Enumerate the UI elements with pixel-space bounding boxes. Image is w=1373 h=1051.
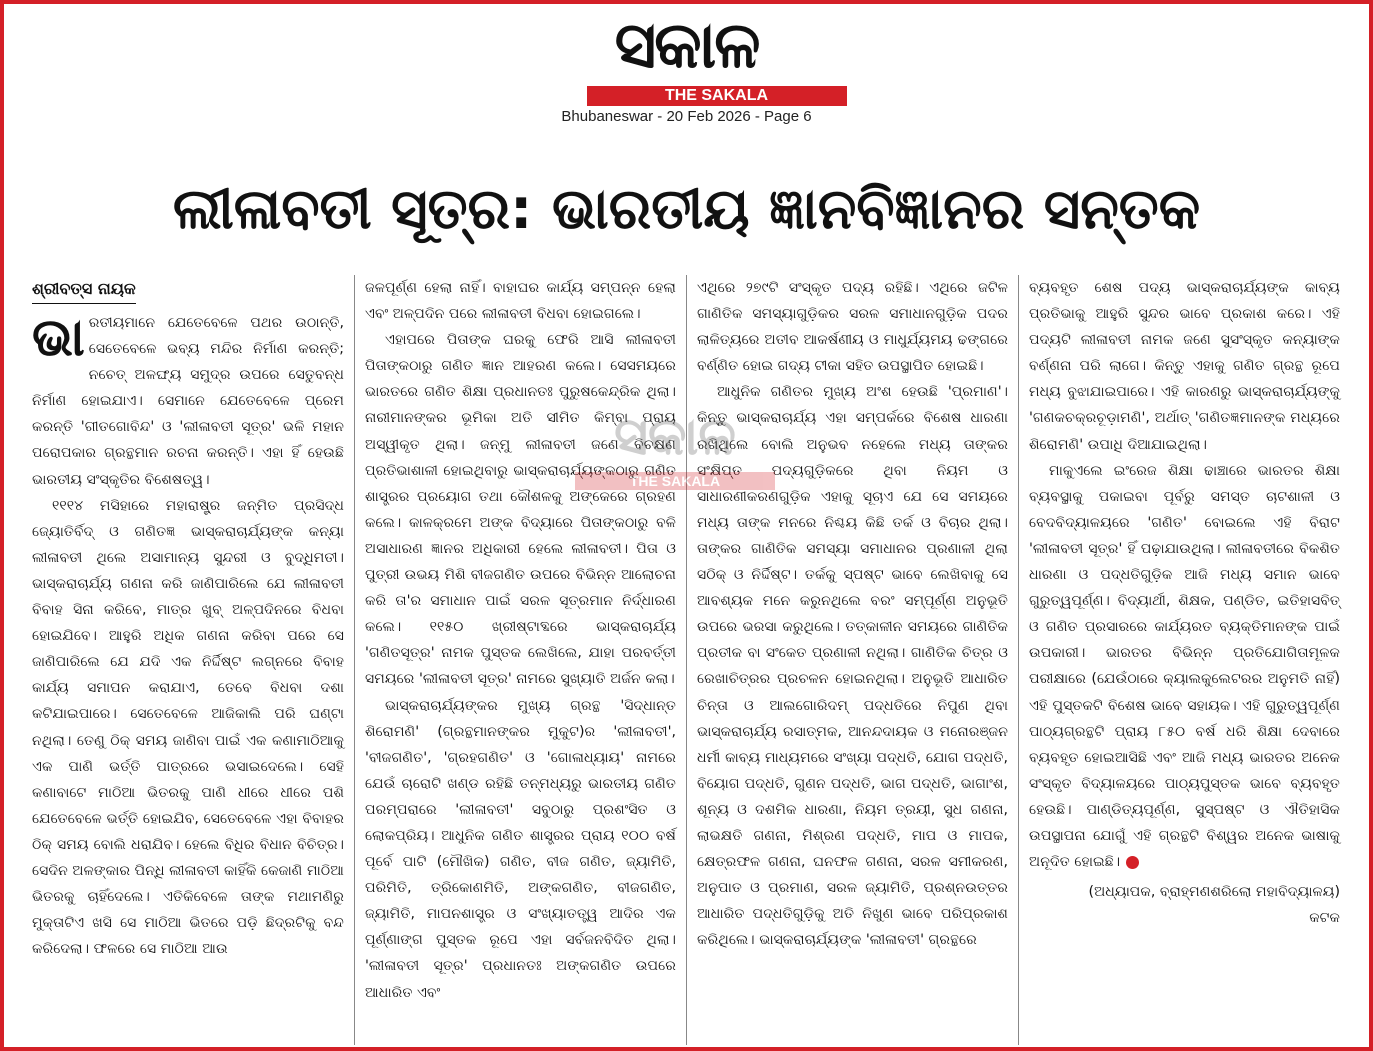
- byline: ଶ୍ରୀବତ୍ସ ନାୟକ: [32, 275, 136, 304]
- dropcap: ଭା: [32, 308, 85, 368]
- logo-band: THE SAKALA: [587, 86, 847, 106]
- paragraph: ଆଧୁନିକ ଗଣିତର ମୁଖ୍ୟ ଅଂଶ ହେଉଛି 'ପ୍ରମାଣ'। କିନ୍ତୁ ଭାସ୍କରାଚାର୍ଯ୍ୟ ଏହା ସମ୍ପର୍କରେ ବିଶେଷ ଧାରଣା ରଖିଥିଲେ ବୋଲି ଅନୁଭବ ନହେଲେ ମଧ୍ୟ ତାଙ୍କର ସଂକ୍ଷିପ୍ତ ପଦ୍ୟଗୁଡ଼ିକରେ ଥିବା ନିୟମ ଓ ସାଧାରଣୀକରଣଗୁଡ଼ିକ ଏହାକୁ ସୂଚାଏ ଯେ ସେ ସମୟରେ ମଧ୍ୟ ତାଙ୍କ ମନରେ ନିଶ୍ଚୟ କିଛି ତର୍କ ଓ ବିଚାର ଥିଲା। ତାଙ୍କର ଗାଣିତିକ ସମସ୍ୟା ସମାଧାନର ପ୍ରଣାଳୀ ଥିଲା ସଠିକ୍ ଓ ନିର୍ଦ୍ଦିଷ୍ଟ। ତର୍କକୁ ସ୍ପଷ୍ଟ ଭାବେ ଲେଖିବାକୁ ସେ ଆବଶ୍ୟକ ମନେ କରୁନଥିଲେ ବରଂ ସମ୍ପୂର୍ଣ୍ଣ ଅନୁଭୂତି ଉପରେ ଭରସା କରୁଥିଲେ। ତତ୍କାଳୀନ ସମୟରେ ଗାଣିତିକ ପ୍ରତୀକ ବା ସଂକେତ ପ୍ରଣାଳୀ ନଥିଲା। ଗାଣିତିକ ଚିତ୍ର ଓ ରେଖାଚିତ୍ରର ପ୍ରଚଳନ ହୋଇନଥିଲା। ଅନୁଭୂତି ଆଧାରିତ ଚିନ୍ତା ଓ ଆଲଗୋରିଦମ୍ ପଦ୍ଧତିରେ ନିପୁଣ ଥିବା ଭାସ୍କରାଚାର୍ଯ୍ୟ ରସାତ୍ମକ, ଆନନ୍ଦଦାୟକ ଓ ମନୋରଞ୍ଜନ ଧର୍ମୀ କାବ୍ୟ ମାଧ୍ୟମରେ ସଂଖ୍ୟା ପଦ୍ଧତି, ଯୋଗ ପଦ୍ଧତି, ବିୟୋଗ ପଦ୍ଧତି, ଗୁଣନ ପଦ୍ଧତି, ଭାଗ ପଦ୍ଧତି, ଭାଗାଂଶ, ଶୂନ୍ୟ ଓ ଦଶମିକ ଧାରଣା, ନିୟମ ତ୍ରୟୀ, ସୁଧ ଗଣନା, ଲାଭକ୍ଷତି ଗଣନା, ମିଶ୍ରଣ ପଦ୍ଧତି, ମାପ ଓ ମାପକ, କ୍ଷେତ୍ରଫଳ ଗଣନା, ଘନଫଳ ଗଣନା, ସରଳ ସମୀକରଣ, ଅନୁପାତ ଓ ପ୍ରମାଣ, ସରଳ ଜ୍ୟାମିତି, ପ୍ରଶ୍ନଉତ୍ତର ଆଧାରିତ ପଦ୍ଧତିଗୁଡ଼ିକୁ ଅତି ନିଖୁଣ ଭାବେ ପରିପ୍ରକାଶ କରିଥିଲେ। ଭାସ୍କରାଚାର୍ଯ୍ୟଙ୍କ 'ଲୀଳାବତୀ' ଗ୍ରନ୍ଥରେ: [697, 384, 1008, 949]
- paragraph: ଜଳପୂର୍ଣ୍ଣ ହେଲା ନାହିଁ। ବାହାଘର କାର୍ଯ୍ୟ ସମ୍ପନ୍ନ ହେଲା ଏବଂ ଅଳ୍ପଦିନ ପରେ ଲୀଳାବତୀ ବିଧବା ହୋଇଗଲେ।: [365, 280, 676, 323]
- column-4: [1018, 275, 1350, 1045]
- masthead: [0, 4, 1373, 125]
- paragraph: ଏହାପରେ ପିତାଙ୍କ ଘରକୁ ଫେରି ଆସି ଲୀଳାବତୀ ପିତାଙ୍କଠାରୁ ଗଣିତ ଜ୍ଞାନ ଆହରଣ କଲେ। ସେସମୟରେ ଭାରତରେ ଗଣିତ ଶିକ୍ଷା ପ୍ରଧାନତଃ ପୁରୁଷକେନ୍ଦ୍ରିକ ଥିଲା। ନାରୀମାନଙ୍କର ଭୂମିକା ଅତି ସୀମିତ କିମ୍ବା ପ୍ରାୟ ଅସ୍ୱୀକୃତ ଥିଲା। ଜନ୍ମୁ ଲୀଳାବତୀ ଜଣେ ବିଚକ୍ଷଣ ପ୍ରତିଭାଶାଳୀ ହୋଇଥିବାରୁ ଭାସ୍କରାଚାର୍ଯ୍ୟଙ୍କଠାରୁ ଗଣିତ ଶାସ୍ତ୍ରର ପ୍ରୟୋଗ ତଥା କୌଶଳକୁ ଅଙ୍କେରେ ଗ୍ରହଣ କଲେ। କାଳକ୍ରମେ ଅଙ୍କ ବିଦ୍ୟାରେ ପିତାଙ୍କଠାରୁ ବଳି ଅସାଧାରଣ ଜ୍ଞାନର ଅଧିକାରୀ ହେଲେ ଲୀଳାବତୀ। ପିତା ଓ ପୁତ୍ରୀ ଉଭୟ ମିଶି ବୀଜଗଣିତ ଉପରେ ବିଭିନ୍ନ ଆଲୋଚନା କରି ତା'ର ସମାଧାନ ପାଇଁ ସରଳ ସୂତ୍ରମାନ ନିର୍ଦ୍ଧାରଣ କଲେ। ୧୧୫୦ ଖ୍ରୀଷ୍ଟାବ୍ଦରେ ଭାସ୍କରାଚାର୍ଯ୍ୟ 'ଗଣିତସୂତ୍ର' ନାମକ ପୁସ୍ତକ ଲେଖିଲେ, ଯାହା ପରବର୍ତ୍ତୀ ସମୟରେ 'ଲୀଳାବତୀ ସୂତ୍ର' ନାମରେ ସୁଖ୍ୟାତି ଅର୍ଜନ କଲା।: [365, 332, 676, 688]
- watermark-text: ସକାଳ: [614, 407, 736, 467]
- author-location: କଟକ: [1309, 910, 1340, 927]
- paragraph-text: ମାକୁଏଲେ ଇଂରେଜ ଶିକ୍ଷା ଢାଞ୍ଚାରେ ଭାରତର ଶିକ୍ଷା ବ୍ୟବସ୍ଥାକୁ ପକାଇବା ପୂର୍ବରୁ ସମସ୍ତ ଚାଟଶାଳୀ ଓ ବେଦବିଦ୍ୟାଳୟରେ 'ଗଣିତ' ବୋଇଲେ ଏହି ବିରାଟ 'ଲୀଳାବତୀ ସୂତ୍ର' ହିଁ ପଢ଼ାଯାଉଥିଲା। ଲୀଳାବତୀରେ ବିକଶିତ ଧାରଣା ଓ ପଦ୍ଧତିଗୁଡ଼ିକ ଆଜି ମଧ୍ୟ ସମାନ ଭାବେ ଗୁରୁତ୍ୱପୂର୍ଣ୍ଣ। ବିଦ୍ୟାର୍ଥୀ, ଶିକ୍ଷକ, ପଣ୍ଡିତ, ଇତିହାସବିତ୍ ଓ ଗଣିତ ପ୍ରସାରରେ କାର୍ଯ୍ୟରତ ବ୍ୟକ୍ତିମାନଙ୍କ ପାଇଁ ଉପକାରୀ। ଭାରତର ବିଭିନ୍ନ ପ୍ରତିଯୋଗିତାମୂଳକ ପରୀକ୍ଷାରେ (ଯେଉଁଠାରେ କ୍ୟାଲକୁଲେଟରର ଅନୁମତି ନାହିଁ) ଏହି ପୁସ୍ତକଟି ବିଶେଷ ଭାବେ ସହାୟକ। ଏହି ଗୁରୁତ୍ୱପୂର୍ଣ୍ଣ ପାଠ୍ୟଗ୍ରନ୍ଥଟି ପ୍ରାୟ ୮୫୦ ବର୍ଷ ଧରି ଶିକ୍ଷା ଦେବାରେ ବ୍ୟବହୃତ ହୋଇଆସିଛି ଏବଂ ଆଜି ମଧ୍ୟ ଭାରତର ଅନେକ ସଂସ୍କୃତ ବିଦ୍ୟାଳୟରେ ପାଠ୍ୟପୁସ୍ତକ ଭାବେ ବ୍ୟବହୃତ ହେଉଛି। ପାଣ୍ଡିତ୍ୟପୂର୍ଣ୍ଣ, ସୁସ୍ପଷ୍ଟ ଓ ଐତିହାସିକ ଉପସ୍ଥାପନା ଯୋଗୁଁ ଏହି ଗ୍ରନ୍ଥଟି ବିଶ୍ୱର ଅନେକ ଭାଷାକୁ ଅନୂଦିତ ହୋଇଛି।: [1029, 462, 1340, 871]
- paragraph: ୧୧୧୪ ମସିହାରେ ମହାରାଷ୍ଟ୍ର ଜନ୍ମିତ ପ୍ରସିଦ୍ଧ ଜ୍ୟୋତିର୍ବିଦ୍ ଓ ଗଣିତଜ୍ଞ ଭାସ୍କରାଚାର୍ଯ୍ୟଙ୍କ କନ୍ୟା ଲୀଳାବତୀ ଥିଲେ ଅସାମାନ୍ୟ ସୁନ୍ଦରୀ ଓ ବୁଦ୍ଧିମତୀ। ଭାସ୍କରାଚାର୍ଯ୍ୟ ଗଣନା କରି ଜାଣିପାରିଲେ ଯେ ଲୀଳାବତୀ ବିବାହ ସିନା କରିବେ, ମାତ୍ର ଖୁବ୍ ଅଳ୍ପଦିନରେ ବିଧବା ହୋଇଯିବେ। ଆହୁରି ଅଧିକ ଗଣନା କରିବା ପରେ ସେ ଜାଣିପାରିଲେ ଯେ ଯଦି ଏକ ନିର୍ଦ୍ଦିଷ୍ଟ ଲଗ୍ନରେ ବିବାହ କାର୍ଯ୍ୟ ସମାପନ କରାଯାଏ, ତେବେ ବିଧବା ଦଶା କଟିଯାଇପାରେ। ସେତେବେଳେ ଆଜିକାଲି ପରି ଘଣ୍ଟା ନଥିଲା। ତେଣୁ ଠିକ୍ ସମୟ ଜାଣିବା ପାଇଁ ଏକ କଣାମାଠିଆକୁ ଏକ ପାଣି ଭର୍ତ୍ତି ପାତ୍ରରେ ଭସାଇଦେଲେ। ସେହି କଣାବାଟେ ମାଠିଆ ଭିତରକୁ ପାଣି ଧୀରେ ଧୀରେ ପଶି ଯେତେବେଳେ ଭର୍ତ୍ତି ହୋଇଯିବ, ସେତେବେଳେ ଏହା ବିବାହର ଠିକ୍ ସମୟ ବୋଲି ଧରାଯିବ। ହେଲେ ବିଧିର ବିଧାନ ବିଚିତ୍ର। ସେଦିନ ଅଳଙ୍କାର ପିନ୍ଧି ଲୀଳାବତୀ କାହିଁକି କେଜାଣି ମାଠିଆ ଭିତରକୁ ଚାହିଁଦେଲେ। ଏତିକିବେଳେ ତାଙ୍କ ମଥାମଣିରୁ ମୁକ୍ତାଟିଏ ଖସି ସେ ମାଠିଆ ଭିତରେ ପଡ଼ି ଛିଦ୍ରଟିକୁ ବନ୍ଦ କରିଦେଲା। ଫଳରେ ସେ ମାଠିଆ ଆଉ: [32, 497, 344, 958]
- paragraph: [32, 310, 344, 493]
- end-of-article-icon: [1126, 856, 1139, 869]
- article-body: [22, 275, 1352, 1045]
- paragraph: ବ୍ୟବହୃତ ଶେଷ ପଦ୍ୟ ଭାସ୍କରାଚାର୍ଯ୍ୟଙ୍କ କାବ୍ୟ ପ୍ରତିଭାକୁ ଆହୁରି ସୁନ୍ଦର ଭାବେ ପ୍ରକାଶ କରେ। ଏହି ପଦ୍ୟଟି ଲୀଳାବତୀ ନାମକ ଜଣେ ସୁସଂସ୍କୃତ କନ୍ୟାଙ୍କ ବର୍ଣ୍ଣନା ପରି ଲାଗେ। କିନ୍ତୁ ଏହାକୁ ଗଣିତ ଗ୍ରନ୍ଥ ରୂପେ ମଧ୍ୟ ବୁଝାଯାଇପାରେ। ଏହି କାରଣରୁ ଭାସ୍କରାଚାର୍ଯ୍ୟଙ୍କୁ 'ଗଣକଚକ୍ରଚୂଡ଼ାମଣି', ଅର୍ଥାତ୍ 'ଗଣିତଜ୍ଞମାନଙ୍କ ମଧ୍ୟରେ ଶିରୋମଣି' ଉପାଧି ଦିଆଯାଇଥିଲା।: [1029, 280, 1340, 453]
- author-affiliation: [1029, 879, 1340, 931]
- article-headline: ଲୀଳାବତୀ ସୂତ୍ର: ଭାରତୀୟ ଜ୍ଞାନବିଜ୍ଞାନର ସନ୍ତକ: [172, 177, 1201, 242]
- watermark-band: THE SAKALA: [575, 472, 775, 490]
- logo-text: ସକାଳ: [614, 9, 759, 83]
- edition-line: Bhubaneswar - 20 Feb 2026 - Page 6: [561, 108, 812, 125]
- paragraph-text: ରତୀୟମାନେ ଯେତେବେଳେ ପଥର ଉଠାନ୍ତି, ସେତେବେଳେ ଭବ୍ୟ ମନ୍ଦିର ନିର୍ମାଣ କରନ୍ତି; ନଚେତ୍ ଅଳଙ୍ଘ୍ୟ ସମୁଦ୍ର ଉପରେ ସେତୁବନ୍ଧ ନିର୍ମାଣ ହୋଇଯାଏ। ସେମାନେ ଯେତେବେଳେ ପ୍ରେମ କରନ୍ତି 'ଗୀତଗୋବିନ୍ଦ' ଓ 'ଲୀଳାବତୀ ସୂତ୍ର' ଭଳି ମହାନ ପରୋପକାର ଗ୍ରନ୍ଥମାନ ରଚନା କରନ୍ତି। ଏହା ହିଁ ହେଉଛି ଭାରତୀୟ ସଂସ୍କୃତିର ବିଶେଷତ୍ୱ।: [32, 315, 344, 488]
- column-3: [686, 275, 1018, 1045]
- column-1: [22, 275, 354, 1045]
- paragraph: ଭାସ୍କରାଚାର୍ଯ୍ୟଙ୍କର ମୁଖ୍ୟ ଗ୍ରନ୍ଥ 'ସିଦ୍ଧାନ୍ତ ଶିରୋମଣି' (ଗ୍ରନ୍ଥମାନଙ୍କର ମୁକୁଟ)ର 'ଲୀଳାବତୀ', 'ବୀଜଗଣିତ', 'ଗ୍ରହଗଣିତ' ଓ 'ଗୋଳାଧ୍ୟାୟ' ନାମରେ ଯେଉଁ ଚାରୋଟି ଖଣ୍ଡ ରହିଛି ତନ୍ମଧ୍ୟରୁ ଭାରତୀୟ ଗଣିତ ପରମ୍ପରାରେ 'ଲୀଳାବତୀ' ସବୁଠାରୁ ପ୍ରଶଂସିତ ଓ ଲୋକପ୍ରିୟ। ଆଧୁନିକ ଗଣିତ ଶାସ୍ତ୍ରର ପ୍ରାୟ ୧୦୦ ବର୍ଷ ପୂର୍ବେ ପାଟି (ମୌଖିକ) ଗଣିତ, ବୀଜ ଗଣିତ, ଜ୍ୟାମିତି, ପରିମିତି, ତ୍ରିକୋଣମିତି, ଅଙ୍କଗଣିତ, ବୀଜଗଣିତ, ଜ୍ୟାମିତି, ମାପନଶାସ୍ତ୍ର ଓ ସଂଖ୍ୟାତତ୍ତ୍ୱ ଆଦିର ଏକ ପୂର୍ଣ୍ଣାଙ୍ଗ ପୁସ୍ତକ ରୂପେ ଏହା ସର୍ବଜନବିଦିତ ଥିଲା। 'ଲୀଳାବତୀ ସୂତ୍ର' ପ୍ରଧାନତଃ ଅଙ୍କଗଣିତ ଉପରେ ଆଧାରିତ ଏବଂ: [365, 697, 676, 1001]
- paragraph: ଏଥିରେ ୨୭୯ଟି ସଂସ୍କୃତ ପଦ୍ୟ ରହିଛି। ଏଥିରେ ଜଟିଳ ଗାଣିତିକ ସମସ୍ୟାଗୁଡ଼ିକର ସରଳ ସମାଧାନଗୁଡ଼ିକ ପଦର ଲାଳିତ୍ୟରେ ଅତୀବ ଆକର୍ଷଣୀୟ ଓ ମାଧୁର୍ଯ୍ୟମୟ ଢଙ୍ଗରେ ବର୍ଣ୍ଣିତ ହୋଇ ଗଦ୍ୟ ଟୀକା ସହିତ ଉପସ୍ଥାପିତ ହୋଇଛି।: [697, 280, 1008, 375]
- paragraph: [1029, 458, 1340, 876]
- column-2: [354, 275, 686, 1045]
- author-affiliation-line: (ଅଧ୍ୟାପକ, ବ୍ରାହ୍ମଣଶରିଲୋ ମହାବିଦ୍ୟାଳୟ): [1088, 884, 1340, 901]
- newspaper-logo: [537, 4, 837, 104]
